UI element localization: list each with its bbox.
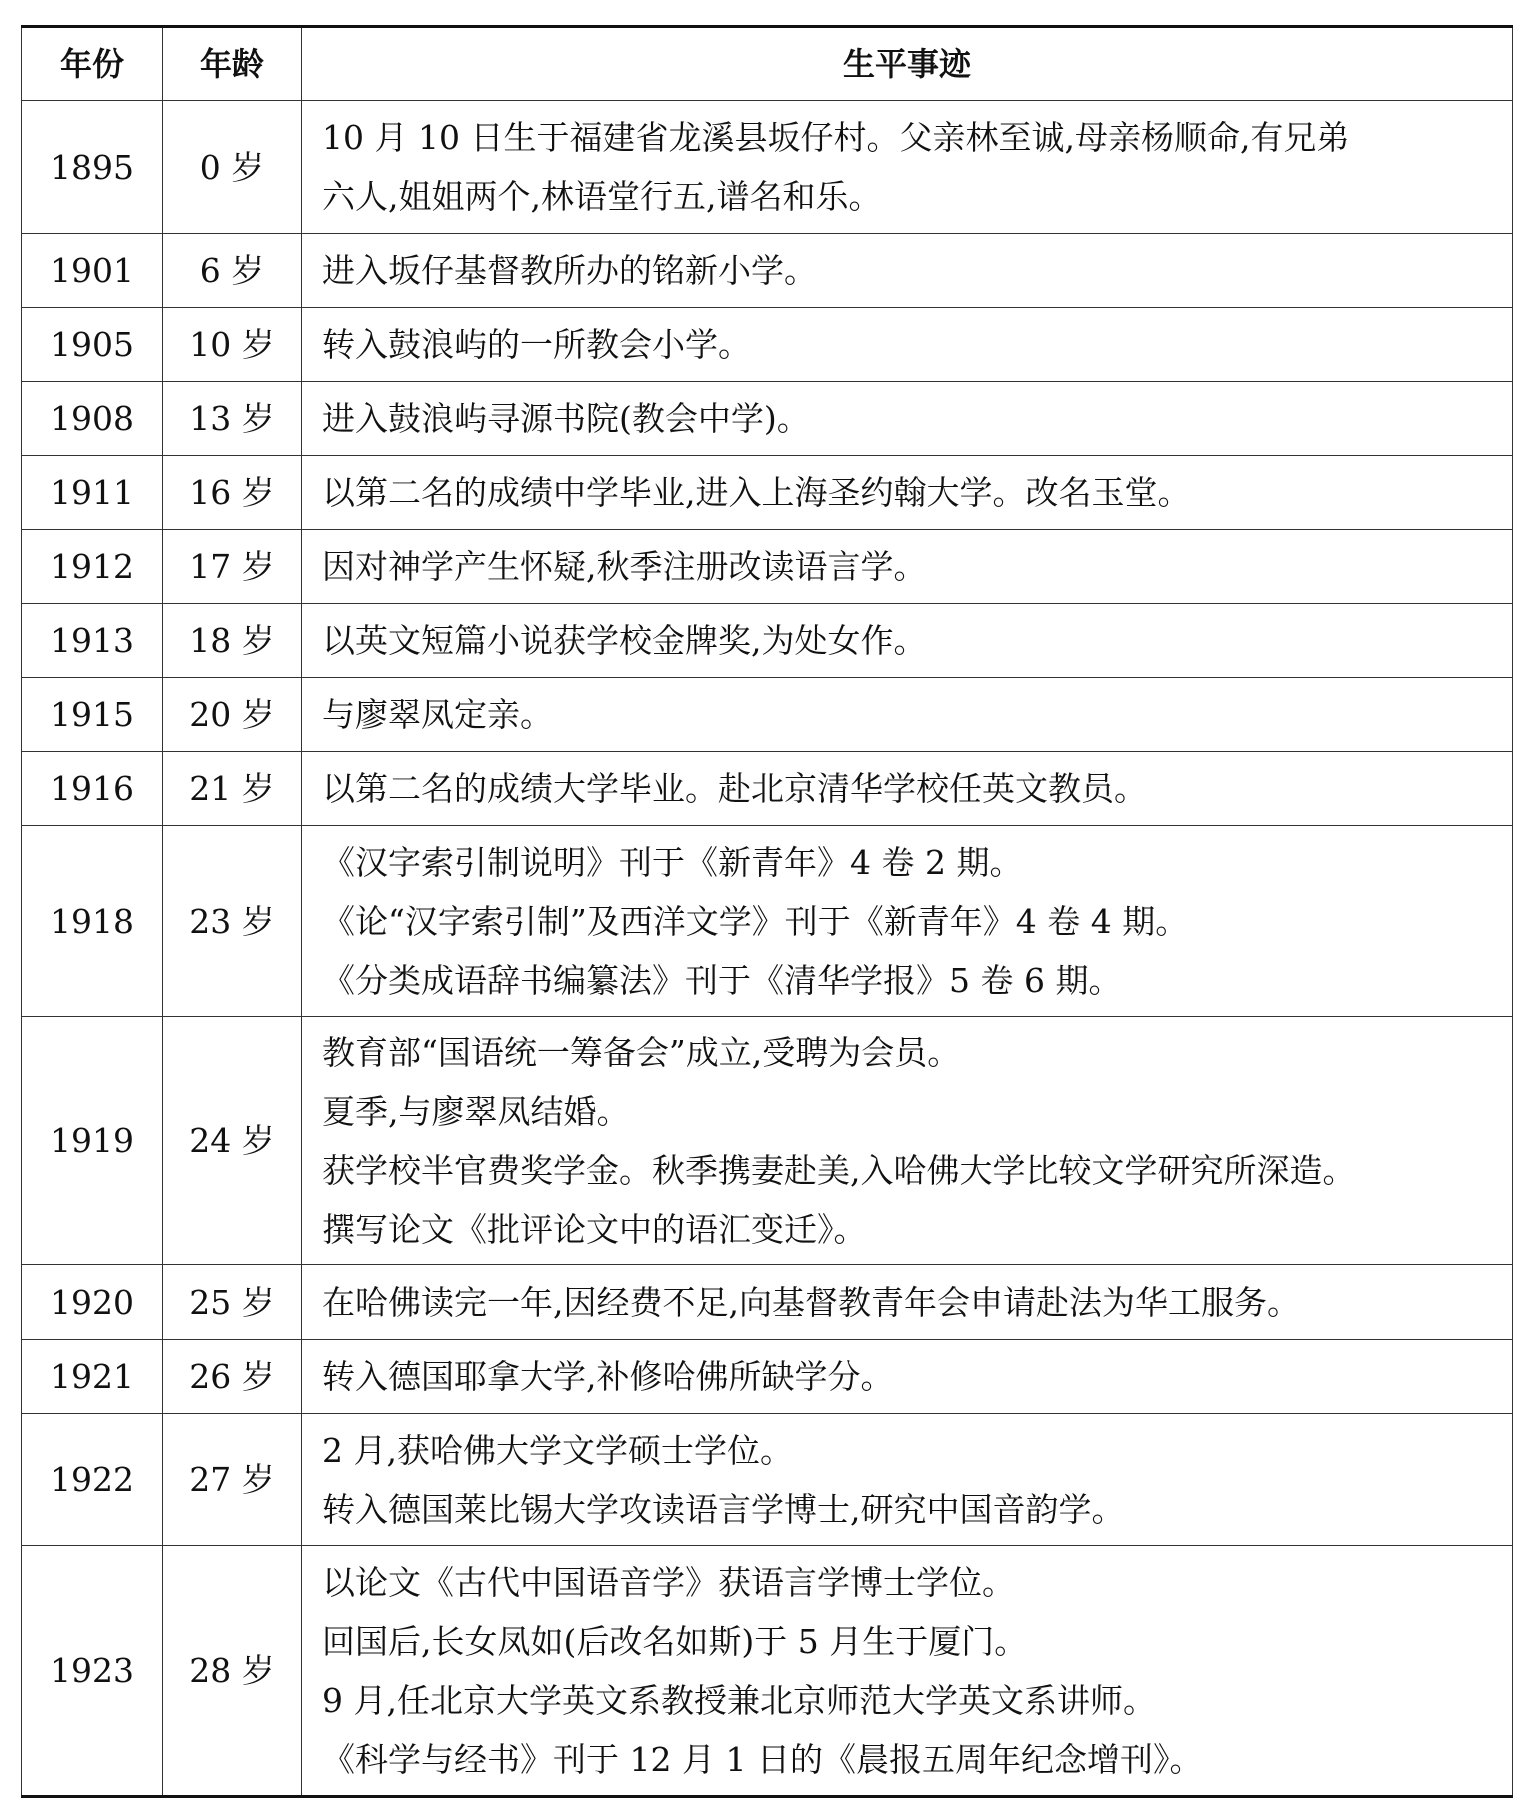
events-cell xyxy=(302,1265,1513,1340)
year-cell: 1923 xyxy=(22,1546,163,1797)
table-row xyxy=(22,382,1513,456)
age-cell: 23 岁 xyxy=(163,826,302,1017)
events-cell xyxy=(302,1340,1513,1414)
age-cell: 28 岁 xyxy=(163,1546,302,1797)
age-cell: 10 岁 xyxy=(163,308,302,382)
table-row xyxy=(22,1546,1513,1797)
events-cell xyxy=(302,826,1513,1017)
event-line: 教育部“国语统一筹备会”成立,受聘为会员。 xyxy=(322,1032,961,1072)
age-cell: 17 岁 xyxy=(163,530,302,604)
table-row xyxy=(22,1340,1513,1414)
year-cell: 1908 xyxy=(22,382,163,456)
year-cell: 1916 xyxy=(22,752,163,826)
event-line: 《论“汉字索引制”及西洋文学》刊于《新青年》4 卷 4 期。 xyxy=(322,901,1189,941)
year-cell: 1915 xyxy=(22,678,163,752)
events-cell xyxy=(302,234,1513,308)
event-line: 夏季,与廖翠凤结婚。 xyxy=(322,1091,630,1131)
events-cell xyxy=(302,678,1513,752)
events-cell xyxy=(302,1017,1513,1265)
year-cell: 1921 xyxy=(22,1340,163,1414)
events-cell xyxy=(302,456,1513,530)
age-cell: 16 岁 xyxy=(163,456,302,530)
age-cell: 25 岁 xyxy=(163,1265,302,1340)
event-line: 在哈佛读完一年,因经费不足,向基督教青年会申请赴法为华工服务。 xyxy=(322,1282,1300,1322)
year-cell: 1919 xyxy=(22,1017,163,1265)
table-row xyxy=(22,826,1513,1017)
events-cell xyxy=(302,1414,1513,1546)
year-cell: 1901 xyxy=(22,234,163,308)
year-cell: 1911 xyxy=(22,456,163,530)
age-cell: 0 岁 xyxy=(163,101,302,234)
year-cell: 1920 xyxy=(22,1265,163,1340)
event-line: 《分类成语辞书编纂法》刊于《清华学报》5 卷 6 期。 xyxy=(322,960,1122,1000)
year-cell: 1912 xyxy=(22,530,163,604)
table-row xyxy=(22,752,1513,826)
year-cell: 1905 xyxy=(22,308,163,382)
header-events: 生平事迹 xyxy=(302,27,1513,101)
event-line: 六人,姐姐两个,林语堂行五,谱名和乐。 xyxy=(322,177,882,216)
event-line: 《汉字索引制说明》刊于《新青年》4 卷 2 期。 xyxy=(322,842,1023,882)
event-line: 转入德国耶拿大学,补修哈佛所缺学分。 xyxy=(322,1357,894,1396)
events-cell xyxy=(302,530,1513,604)
age-cell: 26 岁 xyxy=(163,1340,302,1414)
year-cell: 1913 xyxy=(22,604,163,678)
table-row xyxy=(22,604,1513,678)
table-row xyxy=(22,101,1513,234)
table-row xyxy=(22,308,1513,382)
age-cell: 27 岁 xyxy=(163,1414,302,1546)
event-line: 9 月,任北京大学英文系教授兼北京师范大学英文系讲师。 xyxy=(322,1680,1156,1720)
event-line: 《科学与经书》刊于 12 月 1 日的《晨报五周年纪念增刊》。 xyxy=(322,1739,1203,1779)
age-cell: 6 岁 xyxy=(163,234,302,308)
header-year: 年份 xyxy=(22,27,163,101)
event-line: 以第二名的成绩中学毕业,进入上海圣约翰大学。改名玉堂。 xyxy=(322,473,1191,512)
age-cell: 18 岁 xyxy=(163,604,302,678)
event-line: 转入德国莱比锡大学攻读语言学博士,研究中国音韵学。 xyxy=(322,1489,1125,1529)
age-cell: 20 岁 xyxy=(163,678,302,752)
year-cell: 1918 xyxy=(22,826,163,1017)
event-line: 进入鼓浪屿寻源书院(教会中学)。 xyxy=(322,399,810,438)
events-cell xyxy=(302,382,1513,456)
age-cell: 13 岁 xyxy=(163,382,302,456)
event-line: 因对神学产生怀疑,秋季注册改读语言学。 xyxy=(322,547,927,586)
event-line: 10 月 10 日生于福建省龙溪县坂仔村。父亲林至诚,母亲杨顺命,有兄弟 xyxy=(322,118,1350,157)
event-line: 回国后,长女凤如(后改名如斯)于 5 月生于厦门。 xyxy=(322,1621,1028,1661)
table-row xyxy=(22,530,1513,604)
age-cell: 24 岁 xyxy=(163,1017,302,1265)
event-line: 以第二名的成绩大学毕业。赴北京清华学校任英文教员。 xyxy=(322,769,1147,808)
table-row xyxy=(22,1017,1513,1265)
events-cell xyxy=(302,752,1513,826)
year-cell: 1922 xyxy=(22,1414,163,1546)
table-row xyxy=(22,678,1513,752)
event-line: 以英文短篇小说获学校金牌奖,为处女作。 xyxy=(322,621,927,660)
year-cell: 1895 xyxy=(22,101,163,234)
event-line: 2 月,获哈佛大学文学硕士学位。 xyxy=(322,1430,793,1470)
age-cell: 21 岁 xyxy=(163,752,302,826)
event-line: 进入坂仔基督教所办的铭新小学。 xyxy=(322,251,817,290)
header-age: 年龄 xyxy=(163,27,302,101)
event-line: 以论文《古代中国语音学》获语言学博士学位。 xyxy=(322,1562,1015,1602)
table-row xyxy=(22,1414,1513,1546)
events-cell xyxy=(302,1546,1513,1797)
events-cell xyxy=(302,101,1513,234)
events-cell xyxy=(302,604,1513,678)
table-row xyxy=(22,1265,1513,1340)
event-line: 撰写论文《批评论文中的语汇变迁》。 xyxy=(322,1209,867,1249)
event-line: 转入鼓浪屿的一所教会小学。 xyxy=(322,325,751,364)
table-row xyxy=(22,234,1513,308)
header-row xyxy=(22,27,1513,101)
event-line: 与廖翠凤定亲。 xyxy=(322,695,553,734)
table-row xyxy=(22,456,1513,530)
event-line: 获学校半官费奖学金。秋季携妻赴美,入哈佛大学比较文学研究所深造。 xyxy=(322,1150,1356,1190)
events-cell xyxy=(302,308,1513,382)
biography-table xyxy=(21,25,1513,1798)
